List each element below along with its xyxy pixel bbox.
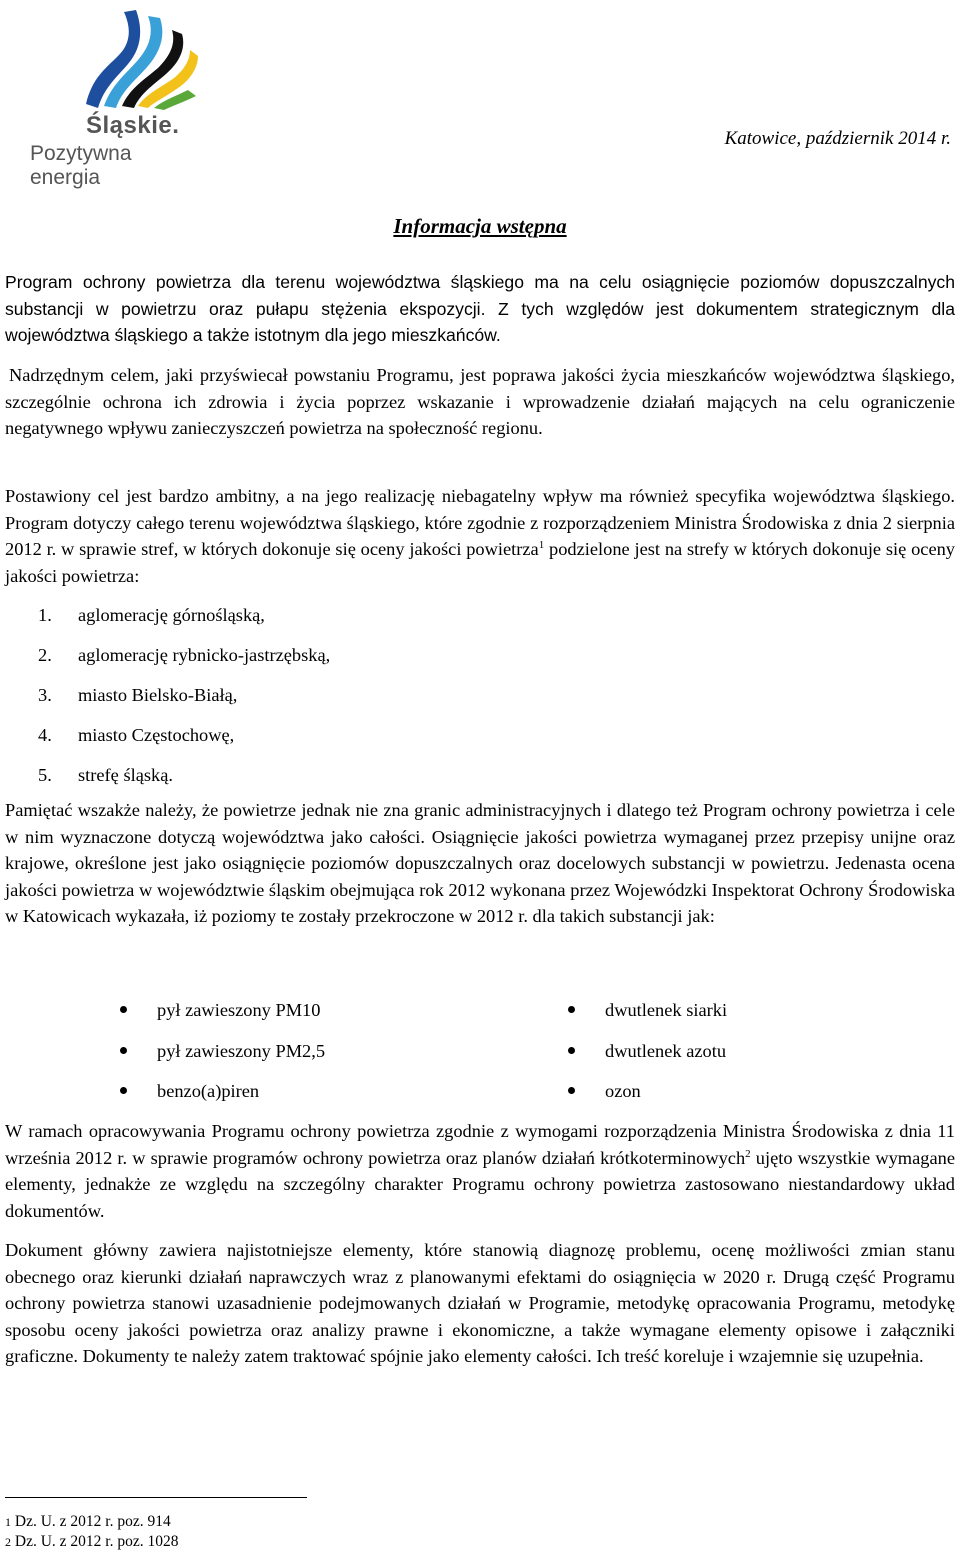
list-item: dwutlenek azotu (563, 1039, 727, 1080)
list-item: benzo(a)piren (115, 1079, 325, 1120)
paragraph-intro: Program ochrony powietrza dla terenu województwa śląskiego ma na celu osiągnięcie poziomów dopuszczalnych substancji w powietrzu oraz pułapu stężenia ekspozycji. Z tych względów jest dokumentem strategicznym dla województwa śląskiego a także istotnym dla jego mieszkańców. (5, 272, 955, 346)
list-item: pył zawieszony PM10 (115, 998, 325, 1039)
footnote-ref-1: 1 (538, 539, 545, 552)
list-item: 1. aglomerację górnośląską, (38, 605, 265, 625)
list-item: dwutlenek siarki (563, 998, 727, 1039)
page-title: Informacja wstępna (393, 214, 567, 238)
paragraph-structure-part-b: ujęto wszystkie wymagane elementy, jednakże ze względu na szczególny charakter Programu ochrony powietrza zastosowano niestandardowy układ dokumentów. (5, 1147, 955, 1221)
footnote-ref-2: 2 (745, 1147, 751, 1160)
list-item: 4. miasto Częstochowę, (38, 725, 235, 745)
zones-list (38, 603, 330, 803)
list-item: pył zawieszony PM2,5 (115, 1039, 325, 1080)
list-item: 5. strefę śląską. (38, 765, 173, 785)
list-item: 3. miasto Bielsko-Białą, (38, 685, 238, 705)
paragraph-program-structure (5, 1118, 955, 1224)
paragraph-zones-part-b: Program dotyczy całego terenu województwa śląskiego, które zgodnie z rozporządzeniem Ministra Środowiska z dnia 2 sierpnia 2012 r. w sprawie stref, w których dokonuje się oceny jakości powietrza (5, 512, 955, 560)
logo-text-tagline: Pozytywna energia (30, 142, 132, 189)
paragraph-zones (5, 483, 955, 589)
list-item: ozon (563, 1079, 727, 1120)
logo-waves-icon (14, 8, 204, 112)
substances-list-right (563, 998, 727, 1120)
footnote-divider (5, 1497, 307, 1498)
paragraph-structure-part-a: W ramach opracowywania Programu ochrony powietrza zgodnie z wymogami rozporządzenia Ministra Środowiska z dnia 11 września 2012 r. w sprawie programów ochrony powietrza oraz planów działań krótkoterminowych (5, 1121, 955, 1168)
paragraph-zones-part-a: Postawiony cel jest bardzo ambitny, a na jego realizację niebagatelny wpływ ma również specyfika województwa śląskiego. (5, 486, 955, 506)
substances-list-left (115, 998, 325, 1120)
paragraph-goal: Nadrzędnym celem, jaki przyświecał powstaniu Programu, jest poprawa jakości życia mieszkańców województwa śląskiego, szczególnie ochrona ich zdrowia i życia poprzez wskazanie i wprowadzenie działań mających na celu ograniczenie negatywnego wpływu zanieczyszczeń powietrza na społeczność regionu. (5, 365, 955, 439)
footnote-2: 2 Dz. U. z 2012 r. poz. 1028 (5, 1533, 179, 1550)
logo-text-slaskie: Śląskie. (86, 112, 180, 139)
city-date: Katowice, październik 2014 r. (724, 128, 951, 149)
paragraph-assessment: Pamiętać wszakże należy, że powietrze jednak nie zna granic administracyjnych i dlatego też Program ochrony powietrza i cele w nim wyznaczone dotyczą województwa jako całości. Osiągnięcie jakości powietrza wymaganej przez przepisy unijne oraz krajowe, określone jest jako osiągnięcie poziomów dopuszczalnych oraz docelowych substancji w powietrzu. Jedenasta ocena jakości powietrza w województwie śląskim obejmująca rok 2012 wykonana przez Wojewódzki Inspektorat Ochrony Środowiska w Katowicach wykazała, iż poziomy te zostały przekroczone w 2012 r. dla takich substancji jak: (5, 800, 955, 927)
paragraph-documents: Dokument główny zawiera najistotniejsze elementy, które stanowią diagnozę problemu, ocenę możliwości zmian stanu obecnego oraz kierunki działań naprawczych wraz z planowanymi efektami do osiągnięcia w 2020 r. Drugą część Programu ochrony powietrza stanowi uzasadnienie podejmowanych działań w Programie, metodykę opracowania Programu, metodykę sposobu oceny jakości powietrza oraz analizy prawne i ekonomiczne, a także wymagane elementy opisowe i załączniki graficzne. Dokumenty te należy zatem traktować spójnie jako elementy całości. Ich treść koreluje i wzajemnie się uzupełnia. (5, 1240, 955, 1367)
list-item: 2. aglomerację rybnicko-jastrzębską, (38, 645, 331, 665)
paragraph-zones-part-c: podzielone jest na strefy w których dokonuje się oceny jakości powietrza: (5, 539, 956, 586)
footnote-1: 1 Dz. U. z 2012 r. poz. 914 (5, 1513, 171, 1530)
slaskie-logo (14, 8, 204, 189)
